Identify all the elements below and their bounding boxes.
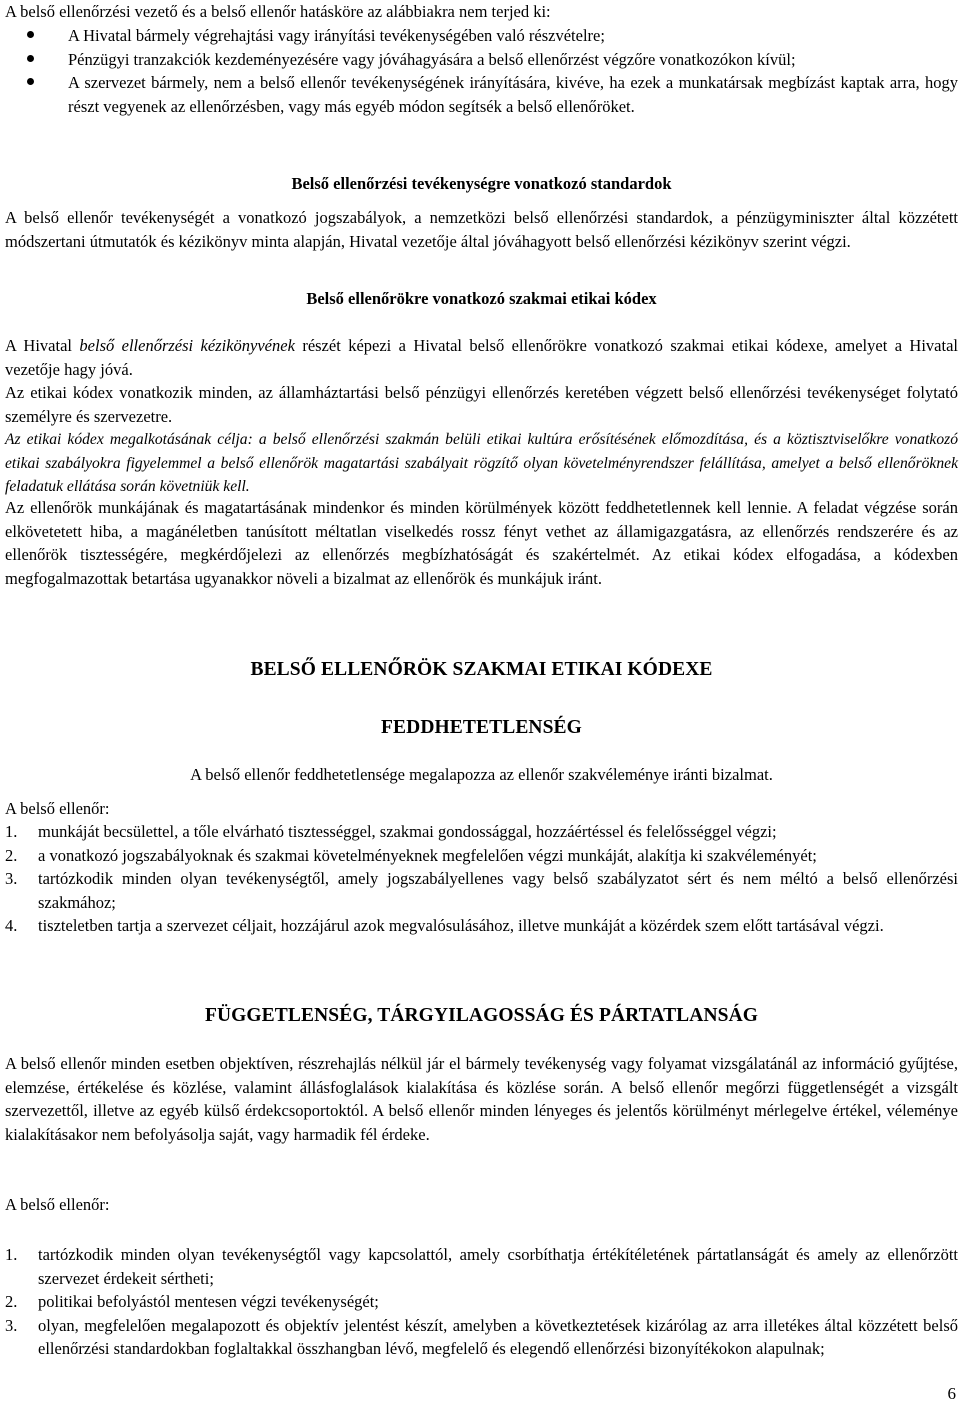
item-number: 3. [5, 869, 18, 888]
standards-heading: Belső ellenőrzési tevékenységre vonatkozó standardok [291, 174, 672, 193]
list-item [5, 844, 958, 868]
bullet-text: Pénzügyi tranzakciók kezdeményezésére vagy jóváhagyására a belső ellenőrzést végzőre vonatkozókon kívül; [68, 49, 796, 69]
item-number: 4. [5, 916, 18, 935]
integrity-intro: A belső ellenőr feddhetetlensége megalapozza az ellenőr szakvéleménye iránti bizalmat. [190, 765, 773, 784]
standards-paragraph: A belső ellenőr tevékenységét a vonatkozó jogszabályok, a nemzetközi belső ellenőrzési standardok, a pénzügyminiszter által közzétett módszertani útmutatók és kézikönyv minta alapján, Hivatal vezetője által jóváhagyott belső ellenőrzési kézikönyv szerint végzi. [5, 208, 958, 251]
item-number: 1. [5, 822, 18, 841]
bullet-icon [27, 55, 34, 62]
independence-lead: A belső ellenőr: [5, 1195, 110, 1214]
bullet-text: A Hivatal bármely végrehajtási vagy irányítási tevékenységében való részvételre; [68, 26, 605, 45]
item-number: 1. [5, 1245, 18, 1264]
page-number: 6 [947, 1384, 956, 1403]
list-item [5, 24, 958, 48]
ethics-heading: Belső ellenőrökre vonatkozó szakmai etikai kódex [306, 289, 657, 308]
list-item [5, 48, 958, 72]
ethics-p1-end: részét képezi a Hivatal belső ellenőrökre vonatkozó szakmai etikai kódexe, amelyet a Hivatal vezetője hagy jóvá. [5, 336, 958, 379]
ethics-paragraph-2: Az etikai kódex vonatkozik minden, az államháztartási belső pénzügyi ellenőrzés keretében végzett belső ellenőrzési tevékenységet folytató személyre és szervezetre. [5, 383, 958, 426]
ethics-purpose-paragraph: Az etikai kódex megalkotásának célja: a belső ellenőrzési szakmán belüli etikai kultúra erősítésének előmozdítása, és a köztisztviselőkre vonatkozó etikai szabályokra figyelemmel a belső ellenőrök magatartási szabályait rögzítő olyan követelményrendszer felállítása, amelyet a belső ellenőröknek feladatuk ellátása során követniük kell. [5, 431, 958, 495]
bullet-icon [27, 31, 34, 38]
item-text: tiszteletben tartja a szervezet céljait, hozzájárul azok megvalósulásához, illetve munkáját a közérdek szem előtt tartásával végzi. [38, 916, 884, 935]
list-item [5, 1314, 958, 1361]
list-item [5, 1290, 958, 1314]
ethics-p1-start: A Hivatal [5, 336, 80, 355]
item-number: 2. [5, 1292, 18, 1311]
list-item [5, 71, 958, 118]
list-item [5, 914, 958, 938]
integrity-list [5, 820, 958, 938]
code-title: BELSŐ ELLENŐRÖK SZAKMAI ETIKAI KÓDEXE [250, 659, 713, 680]
item-text: olyan, megfelelően megalapozott és objektív jelentést készít, amelyben a következtetések kizárólag az arra illetékes által közzétett belső ellenőrzési standardokban foglaltakkal összhangban lévő, megfelelő és elegendő ellenőrzési bizonyítékokon alapulnak; [38, 1315, 958, 1358]
integrity-heading: FEDDHETETLENSÉG [381, 717, 582, 738]
bullet-icon [27, 78, 34, 85]
list-item [5, 867, 958, 914]
scope-bullet-list [5, 24, 958, 118]
item-text: tartózkodik minden olyan tevékenységtől, amely jogszabályellenes vagy belső szabályzatot sért és nem méltó a belső ellenőrzési szakmához; [38, 869, 958, 912]
intro-line: A belső ellenőrzési vezető és a belső ellenőr hatásköre az alábbiakra nem terjed ki: [5, 2, 551, 21]
item-text: tartózkodik minden olyan tevékenységtől vagy kapcsolattól, amely csorbíthatja értékítéletének pártatlanságát és amely az ellenőrzött szervezet érdekeit sértheti; [38, 1245, 958, 1288]
item-number: 3. [5, 1315, 18, 1335]
item-text: munkáját becsülettel, a tőle elvárható tisztességgel, szakmai gondossággal, hozzáértéssel és felelősséggel végzi; [38, 822, 777, 841]
item-text: a vonatkozó jogszabályoknak és szakmai követelményeknek megfelelően végzi munkáját, alakítja ki szakvéleményét; [38, 845, 817, 865]
independence-paragraph: A belső ellenőr minden esetben objektíven, részrehajlás nélkül jár el bármely tevékenység vagy folyamat vizsgálatánál az információ gyűjtése, elemzése, értékelése és közlése, valamint állásfoglalások kialakítása és közlése során. A belső ellenőr megőrzi függetlenségét a vizsgált szervezettől, illetve az egyéb külső érdekcsoportoktól. A belső ellenőr minden lényeges és jelentős körülményt mérlegelve értékel, véleménye kialakításakor nem befolyásolja saját, vagy harmadik fél érdeke. [5, 1054, 958, 1144]
item-text: politikai befolyástól mentesen végzi tevékenységét; [38, 1292, 379, 1311]
list-item [5, 820, 958, 844]
ethics-paragraph-4: Az ellenőrök munkájának és magatartásának mindenkor és minden körülmények között feddhetetlennek kell lennie. A feladat végzése során elkövetetett hiba, a magánéletben tanúsított méltatlan viselkedés rossz fényt vethet az államigazgatásra, az ellenőrzés rendszerére és az ellenőrök tisztességére, megkérdőjelezi az ellenőrzés megbízhatóságát és szakértelmét. Az etikai kódex elfogadása, a kódexben megfogalmazottak betartása ugyanakkor növeli a bizalmat az ellenőrök és munkájuk iránt. [5, 498, 958, 588]
bullet-text: A szervezet bármely, nem a belső ellenőr tevékenységének irányítására, kivéve, ha ezek a munkatársak megbízást kaptak arra, hogy részt vegyenek az ellenőrzésben, vagy más egyéb módon segítsék a belső ellenőröket. [68, 73, 958, 116]
item-number: 2. [5, 845, 18, 865]
independence-list [5, 1243, 958, 1361]
ethics-p1-italic: belső ellenőrzési kézikönyvének [79, 336, 295, 355]
integrity-lead: A belső ellenőr: [5, 799, 110, 818]
list-item [5, 1243, 958, 1290]
independence-heading: FÜGGETLENSÉG, TÁRGYILAGOSSÁG ÉS PÁRTATLANSÁG [204, 1005, 759, 1026]
ethics-paragraph-1 [5, 334, 958, 381]
